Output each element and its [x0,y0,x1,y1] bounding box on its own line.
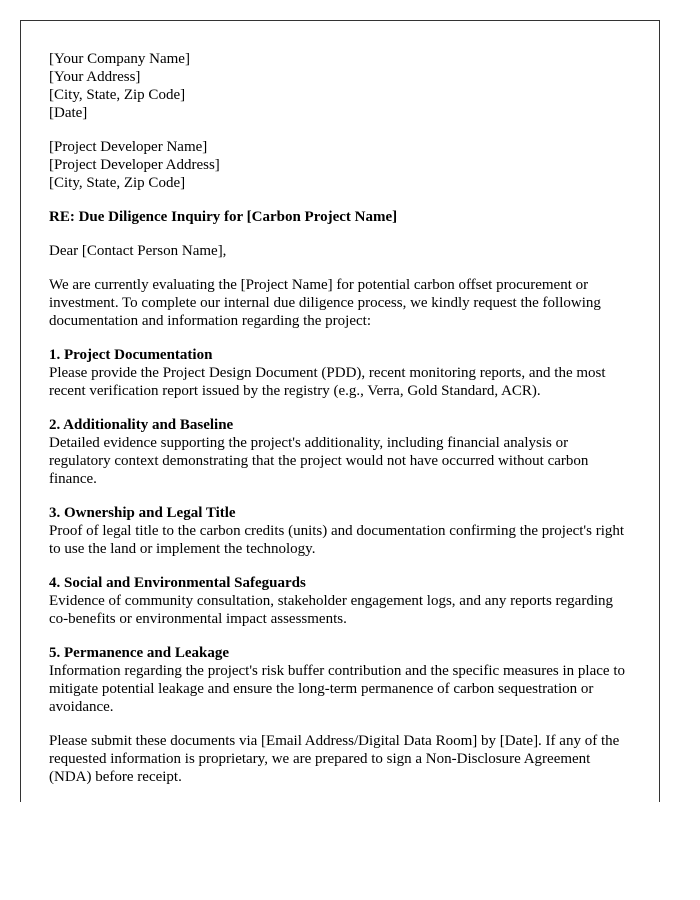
section-title: 2. Additionality and Baseline [49,417,234,433]
section-body: Evidence of community consultation, stakeholder engagement logs, and any reports regarding co-benefits or environmental impact assessments. [49,593,614,627]
section-1 [49,346,631,400]
section-3 [49,504,631,558]
section-2 [49,416,631,488]
section-5 [49,644,631,716]
section-title: 4. Social and Environmental Safeguards [49,575,306,591]
section-body: Detailed evidence supporting the project's additionality, including financial analysis or regulatory context demonstrating that the project would not have occurred without carbon finance. [49,435,589,487]
section-body: Information regarding the project's risk buffer contribution and the specific measures in place to mitigate potential leakage and ensure the long-term permanence of carbon sequestration or avoidance. [49,663,625,715]
section-title: 5. Permanence and Leakage [49,645,229,661]
recipient-city: [City, State, Zip Code] [49,175,186,191]
salutation: Dear [Contact Person Name], [49,243,227,259]
recipient-name: [Project Developer Name] [49,139,208,155]
letter-date: [Date] [49,105,88,121]
subject-line: RE: Due Diligence Inquiry for [Carbon Project Name] [49,209,398,225]
section-title: 1. Project Documentation [49,347,213,363]
intro-paragraph: We are currently evaluating the [Project Name] for potential carbon offset procurement or investment. To complete our internal due diligence process, we kindly request the following documentation and information regarding the project: [49,277,601,329]
letter-page [20,20,660,802]
sender-block [49,50,631,122]
section-body: Proof of legal title to the carbon credits (units) and documentation confirming the project's right to use the land or implement the technology. [49,523,625,557]
sender-company: [Your Company Name] [49,51,190,67]
section-4 [49,574,631,628]
recipient-block [49,138,631,192]
section-title: 3. Ownership and Legal Title [49,505,236,521]
recipient-address: [Project Developer Address] [49,157,220,173]
sender-address: [Your Address] [49,69,141,85]
sender-city: [City, State, Zip Code] [49,87,186,103]
section-body: Please provide the Project Design Document (PDD), recent monitoring reports, and the most recent verification report issued by the registry (e.g., Verra, Gold Standard, ACR). [49,365,606,399]
closing-paragraph: Please submit these documents via [Email Address/Digital Data Room] by [Date]. If any of the requested information is proprietary, we are prepared to sign a Non-Disclosure Agreement (NDA) before receipt. [49,733,620,785]
